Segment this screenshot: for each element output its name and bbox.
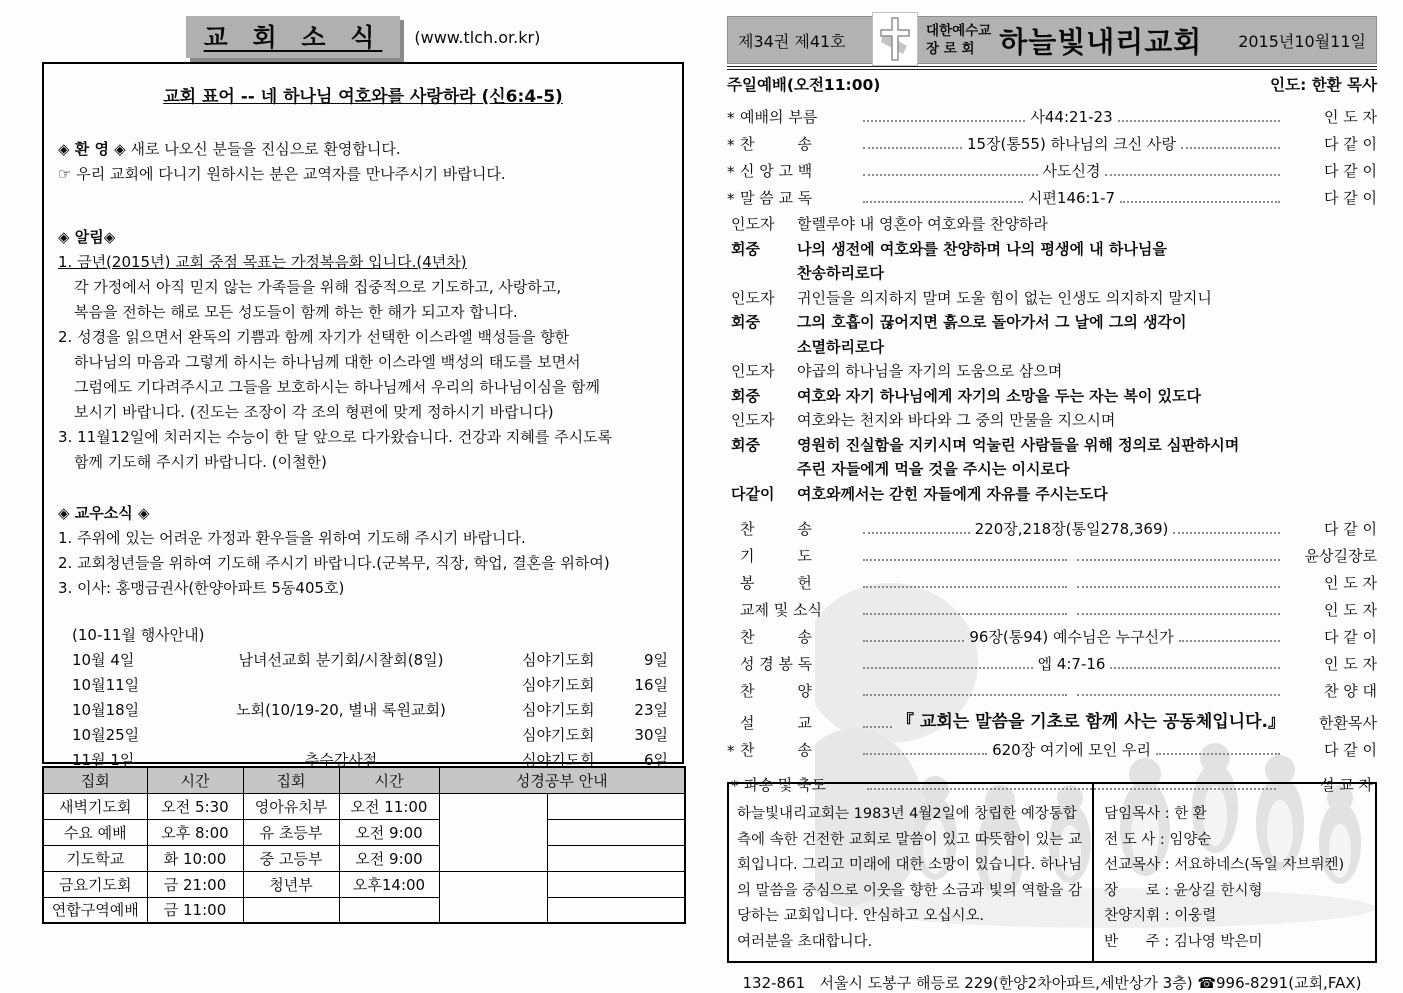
event-date: 10월 4일 [72, 651, 135, 669]
order-label: 교제 및 소식 [740, 601, 822, 619]
event-row [72, 698, 668, 723]
order-attribution: 다 같 이 [1323, 135, 1377, 153]
reading-text: 귀인들을 의지하지 말며 도울 힘이 없는 인생도 의지하지 말지니 [797, 288, 1212, 307]
dotted-leader [1173, 532, 1280, 534]
night-prayer-day: 30일 [634, 726, 668, 744]
dotted-leader [863, 120, 1025, 122]
bible-study-cell [547, 897, 685, 923]
event-row [72, 648, 668, 673]
order-line [727, 733, 1377, 760]
order-content: 엡 4:7-16 [1037, 655, 1106, 673]
order-line [727, 539, 1377, 566]
reading-text: 나의 생전에 여호와를 찬양하며 나의 평생에 내 하나님을 [797, 239, 1167, 258]
order-content: 시편146:1-7 [1027, 189, 1116, 207]
staff-entry: 전 도 사 : 임양순 [1104, 831, 1212, 848]
dotted-leader [863, 559, 1067, 561]
news-item: 3. 이사: 홍맹금권사(한양아파트 5동405호) [58, 579, 345, 597]
night-prayer-day: 23일 [634, 701, 668, 719]
event-name: 남녀선교회 분기회/시찰회(8일) [238, 651, 444, 669]
reading-row [731, 286, 1377, 311]
address-footer: 132-861 서울시 도봉구 해등로 229(한양2차아파트,세반상가 3층) ☎996-8291(교회,FAX) [742, 974, 1362, 992]
speaker-label: 회중 [731, 435, 760, 454]
order-content: 620장 여기에 모인 우리 [992, 741, 1151, 759]
speaker-label: 인도자 [731, 411, 775, 429]
notice-line: 함께 기도해 주시기 바랍니다. (이철한) [74, 453, 327, 471]
meeting-cell: 영아유치부 [243, 793, 339, 819]
speaker-label: 다같이 [731, 484, 775, 503]
notice-line: 1. 금년(2015년) 교회 중점 목표는 가정복음화 입니다.(4년차) [58, 253, 467, 271]
order-line [727, 647, 1377, 674]
time-cell [339, 897, 439, 923]
table-row [43, 845, 685, 871]
event-name [160, 723, 522, 748]
reading-text: 할렐루야 내 영혼아 여호와를 찬양하라 [797, 215, 1048, 233]
staff-entry: 장 로 : 윤상길 한시형 [1104, 882, 1263, 899]
table-row [43, 793, 685, 819]
order-label: 성 경 봉 독 [740, 655, 813, 673]
dotted-leader [863, 640, 964, 642]
dotted-leader [1181, 147, 1280, 149]
order-attribution: 인 도 자 [1323, 601, 1377, 619]
denomination-label [926, 22, 991, 58]
star-mark: * [731, 777, 739, 795]
bible-study-cell [439, 871, 547, 923]
sermon-line [727, 701, 1377, 733]
star-mark: * [727, 190, 735, 208]
order-content: 96장(통94) 예수님은 누구신가 [969, 628, 1174, 646]
event-date: 10월11일 [72, 676, 140, 694]
meeting-cell: 기도학교 [43, 845, 147, 871]
reading-continuation: 주린 자들에게 먹을 것을 주시는 이시로다 [797, 460, 1070, 478]
schedule-table [42, 766, 686, 924]
night-prayer-label: 심야기도회 [522, 751, 595, 769]
dotted-leader [863, 586, 1067, 588]
speaker-label: 인도자 [731, 215, 775, 233]
event-date: 11월 1일 [72, 751, 135, 769]
reading-row [731, 408, 1377, 433]
order-line [727, 100, 1377, 127]
time-cell: 오후 8:00 [147, 819, 243, 845]
welcome-line: ☞ 우리 교회에 다니기 원하시는 분은 교역자를 만나주시기 바랍니다. [58, 165, 506, 183]
schedule-header: 성경공부 안내 [439, 767, 685, 793]
staff-entry: 반 주 : 김나영 박은미 [1104, 933, 1263, 950]
event-name: 추수감사절 [304, 751, 378, 769]
meeting-cell: 유 초등부 [243, 819, 339, 845]
table-row [43, 897, 685, 923]
dotted-leader [863, 726, 892, 728]
schedule-header: 시간 [147, 767, 243, 793]
order-attribution: 설 교 자 [1319, 776, 1373, 794]
event-date: 10월18일 [72, 701, 140, 719]
order-line [727, 620, 1377, 647]
order-content: 220장,218장(통일278,369) [974, 520, 1169, 538]
order-attribution: 다 같 이 [1324, 520, 1378, 538]
reading-row [731, 359, 1377, 384]
meeting-cell: 청년부 [243, 871, 339, 897]
bible-study-cell [547, 845, 685, 871]
star-mark: * [727, 136, 735, 154]
cross-icon [877, 16, 913, 62]
site-url: (www.tlch.or.kr) [414, 28, 541, 47]
order-label: 봉 헌 [740, 574, 812, 592]
order-attribution: 인 도 자 [1323, 574, 1377, 592]
dotted-leader [1118, 120, 1280, 122]
notice-line: 그럼에도 기다려주시고 그들을 보호하시는 하나님께서 우리의 하나님이심을 함께 [74, 378, 601, 396]
order-label: 기 도 [740, 547, 812, 565]
notice-heading: ◈ 알림◈ [58, 228, 116, 246]
order-attribution: 다 같 이 [1323, 162, 1377, 180]
event-name: 노회(10/19-20, 별내 록원교회) [236, 701, 446, 719]
dotted-leader [867, 788, 1276, 790]
news-heading: ◈ 교우소식 ◈ [58, 504, 150, 522]
bible-study-cell [547, 819, 685, 845]
about-church [729, 784, 1094, 961]
sermon-title: 『 교회는 말씀을 기초로 함께 사는 공동체입니다.』 [897, 712, 1285, 732]
welcome-heading: ◈ 환 영 ◈ [58, 140, 126, 158]
table-row [43, 871, 685, 897]
time-cell: 오전 9:00 [339, 819, 439, 845]
dotted-leader [863, 532, 970, 534]
schedule-header: 집회 [43, 767, 147, 793]
events-title: (10-11월 행사안내) [72, 626, 205, 644]
order-attribution: 인 도 자 [1323, 655, 1377, 673]
notice-line: 2. 성경을 읽으면서 완독의 기쁨과 함께 자기가 선택한 이스라엘 백성들을 향한 [58, 328, 570, 346]
reading-text: 야곱의 하나님을 자기의 도움으로 삼으며 [797, 362, 1063, 380]
reading-row [731, 482, 1377, 507]
event-name [160, 673, 522, 698]
reading-row [731, 212, 1377, 237]
order-content: 사도신경 [1042, 162, 1101, 180]
night-prayer-day: 9일 [643, 651, 668, 669]
welcome-line [58, 137, 668, 162]
order-label: 예배의 부름 [740, 108, 818, 126]
notice-section [58, 225, 668, 475]
speaker-label: 회중 [731, 386, 760, 405]
dotted-leader [863, 694, 1067, 696]
dotted-leader [1179, 640, 1280, 642]
schedule-header: 시간 [339, 767, 439, 793]
reading-text: 여호와께서는 갇힌 자들에게 자유를 주시는도다 [797, 484, 1108, 503]
right-page-content [727, 16, 1377, 993]
order-label: 찬 송 [740, 741, 812, 759]
staff-entry: 담임목사 : 한 환 [1104, 806, 1207, 822]
time-cell: 금 21:00 [147, 871, 243, 897]
bible-study-cell [547, 871, 685, 897]
order-line [727, 566, 1377, 593]
order-line [727, 181, 1377, 208]
volume-label: 제34권 제41호 [738, 31, 846, 51]
star-mark: * [727, 742, 735, 760]
service-header [727, 70, 1377, 100]
speaker-label: 인도자 [731, 362, 775, 380]
time-cell: 오전 5:30 [147, 793, 243, 819]
notice-line: 복음을 전하는 해로 모든 성도들이 함께 하는 한 해가 되고자 합니다. [74, 303, 518, 321]
staff-entry: 찬양지휘 : 이웅렬 [1104, 908, 1217, 924]
staff-list [1094, 784, 1375, 961]
about-paragraph: 하늘빛내리교회는 1983년 4월2일에 창립한 예장통합 측에 속한 건전한 교회로 말씀이 있고 따뜻함이 있는 교회입니다. 그리고 미래에 대한 소망이 있습니다. 하나님의 말씀을 중심으로 이웃을 향한 소금과 빛의 역할을 감당하는 교회입니다. 안심하고 오십시오. [737, 806, 1083, 924]
info-box-wrap [727, 776, 1377, 963]
order-line [727, 512, 1377, 539]
dotted-leader [1110, 667, 1280, 669]
time-cell: 오전 11:00 [339, 793, 439, 819]
reading-text: 여호와 자기 하나님에게 자기의 소망을 두는 자는 복이 있도다 [797, 386, 1202, 405]
dotted-leader [1077, 559, 1281, 561]
right-page [727, 16, 1378, 992]
reading-row [731, 433, 1377, 458]
speaker-label: 회중 [731, 313, 760, 331]
speaker-label: 회중 [731, 239, 760, 258]
bible-study-cell [547, 793, 685, 819]
news-item: 2. 교회청년들을 위하여 기도해 주시기 바랍니다.(군복무, 직장, 학업, 결혼을 위하여) [58, 554, 610, 572]
order-line [727, 674, 1377, 701]
meeting-cell: 연합구역예배 [43, 897, 147, 923]
order-attribution: 다 같 이 [1324, 189, 1378, 207]
time-cell: 오후14:00 [339, 871, 439, 897]
time-cell: 오전 9:00 [339, 845, 439, 871]
bible-study-cell [439, 793, 547, 871]
dotted-leader [863, 753, 987, 755]
about-invitation: 여러분을 초대합니다. [737, 933, 873, 950]
order-attribution: 윤상길장로 [1304, 547, 1377, 565]
speaker-label: 인도자 [731, 288, 775, 307]
meeting-cell: 수요 예배 [43, 819, 147, 845]
dotted-leader [1077, 586, 1281, 588]
left-content-box [42, 62, 684, 769]
dotted-leader [863, 667, 1033, 669]
notice-line: 하나님의 마음과 그렇게 하시는 하나님께 대한 이스라엘 백성의 태도를 보면서 [74, 353, 581, 371]
church-name: 하늘빛내리교회 [999, 24, 1203, 59]
order-attribution: 인 도 자 [1323, 108, 1377, 126]
order-attribution: 다 같 이 [1324, 628, 1378, 646]
order-label: 말 씀 교 독 [740, 189, 813, 207]
event-row [72, 723, 668, 748]
member-news-section [58, 501, 668, 601]
night-prayer-label: 심야기도회 [522, 726, 595, 744]
welcome-section [58, 137, 668, 187]
denomination-line2: 장 로 회 [926, 41, 975, 57]
time-cell: 금 11:00 [147, 897, 243, 923]
service-title: 주일예배(오전11:00) [727, 76, 881, 94]
order-label: 설 교 [740, 714, 812, 732]
dotted-leader [1105, 174, 1280, 176]
star-mark: * [727, 109, 735, 127]
dotted-leader [863, 147, 962, 149]
masthead-title: 교 회 소 식 [186, 16, 401, 58]
service-leader: 인도: 한환 목사 [1270, 76, 1377, 94]
reading-text: 영원히 진실함을 지키시며 억눌린 사람들을 위해 정의로 심판하시며 [797, 435, 1240, 454]
news-item: 1. 주위에 있는 어려운 가정과 환우들을 위하여 기도해 주시기 바랍니다. [58, 529, 526, 547]
dotted-leader [1077, 613, 1281, 615]
responsive-reading [727, 212, 1377, 506]
order-label: 찬 송 [740, 520, 812, 538]
meeting-cell [243, 897, 339, 923]
events-section [58, 623, 668, 773]
order-label: 신 앙 고 백 [740, 162, 813, 180]
dotted-leader [1077, 694, 1281, 696]
event-date: 10월25일 [72, 726, 140, 744]
order-line [727, 154, 1377, 181]
reading-continuation: 소멸하리로다 [797, 337, 884, 356]
order-label: 찬 송 [740, 135, 812, 153]
order-attribution: 찬 양 대 [1323, 682, 1377, 700]
meeting-cell: 새벽기도회 [43, 793, 147, 819]
reading-text: 그의 호흡이 끊어지면 흙으로 돌아가서 그 날에 그의 생각이 [797, 313, 1187, 331]
benediction-line [731, 768, 1373, 795]
dotted-leader [1156, 753, 1280, 755]
notice-line: 각 가정에서 아직 믿지 않는 가족들을 위해 집중적으로 기도하고, 사랑하고, [74, 278, 562, 296]
event-row [72, 673, 668, 698]
order-label: 파송 및 축도 [744, 776, 826, 794]
night-prayer-label: 심야기도회 [522, 676, 595, 694]
dotted-leader [863, 613, 1067, 615]
reading-continuation: 찬송하리로다 [797, 264, 884, 282]
staff-entry: 선교목사 : 서요하네스(독일 자브뤼켄) [1104, 857, 1345, 873]
reading-row [731, 237, 1377, 262]
notice-line: 3. 11월12일에 치러지는 수능이 한 달 앞으로 다가왔습니다. 건강과 지혜를 주시도록 [58, 428, 613, 446]
reading-row [731, 384, 1377, 409]
issue-date: 2015년10월11일 [1238, 31, 1366, 51]
dotted-leader [863, 201, 1023, 203]
dotted-leader [863, 174, 1038, 176]
welcome-text: 새로 나오신 분들을 진심으로 환영합니다. [125, 140, 401, 158]
order-attribution: 다 같 이 [1324, 741, 1378, 759]
left-page [42, 16, 684, 924]
schedule-header: 집회 [243, 767, 339, 793]
order-label: 찬 송 [740, 628, 812, 646]
meeting-cell: 중 고등부 [243, 845, 339, 871]
time-cell: 화 10:00 [147, 845, 243, 871]
masthead [42, 16, 684, 62]
masthead-band-wrap [727, 16, 1377, 70]
star-mark: * [727, 163, 735, 181]
order-attribution: 한환목사 [1319, 714, 1377, 732]
reading-row [731, 310, 1377, 335]
night-prayer-day: 16일 [634, 676, 668, 694]
night-prayer-day: 6일 [643, 751, 668, 769]
order-label: 찬 양 [740, 682, 812, 700]
order-content: 15장(통55) 하나님의 크신 사랑 [966, 135, 1177, 153]
night-prayer-label: 심야기도회 [522, 651, 595, 669]
reading-text: 여호와는 천지와 바다와 그 중의 만물을 지으시며 [797, 411, 1116, 429]
order-line [727, 127, 1377, 154]
order-content: 사44:21-23 [1030, 108, 1113, 126]
masthead-band [727, 16, 1377, 64]
dotted-leader [1120, 201, 1280, 203]
church-logo [872, 12, 918, 66]
night-prayer-label: 심야기도회 [522, 701, 595, 719]
denomination-line1: 대한예수교 [926, 22, 992, 39]
info-box [727, 782, 1377, 963]
church-motto: 교회 표어 -- 네 하나님 여호와를 사랑하라 (신6:4-5) [163, 87, 563, 107]
order-line [727, 593, 1377, 620]
meeting-cell: 금요기도회 [43, 871, 147, 897]
notice-line: 보시기 바랍니다. (진도는 조장이 각 조의 형편에 맞게 정하시기 바랍니다) [74, 403, 554, 421]
table-row [43, 819, 685, 845]
